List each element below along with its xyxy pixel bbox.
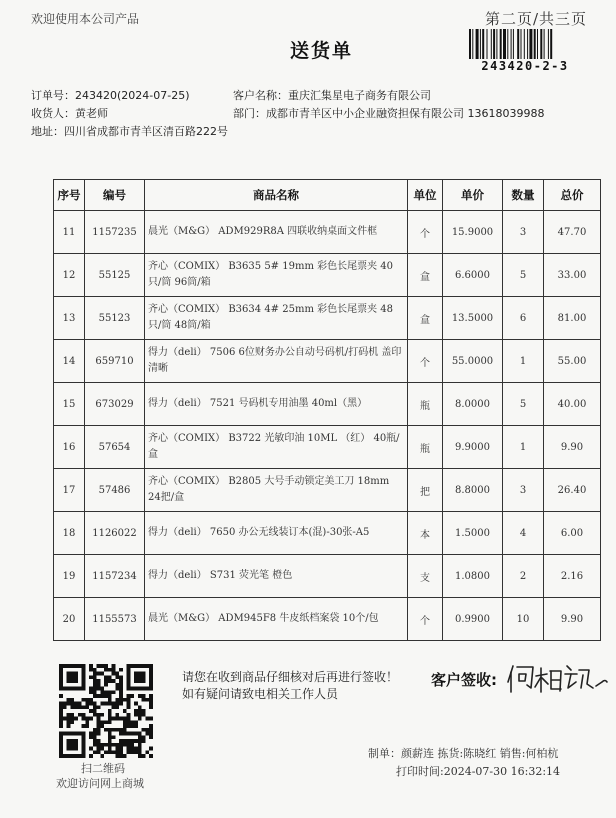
cell-price: 6.6000 (443, 254, 503, 297)
print-time: 打印时间:2024-07-30 16:32:14 (396, 765, 561, 778)
cell-name: 晨光（M&G） ADM929R8A 四联收纳桌面文件框 (145, 211, 408, 254)
items-table (53, 179, 601, 641)
column-header: 商品名称 (145, 180, 408, 211)
cell-total: 55.00 (544, 340, 601, 383)
column-header: 单价 (443, 180, 503, 211)
table-row (54, 211, 601, 254)
cell-total: 2.16 (544, 555, 601, 598)
cell-qty: 1 (503, 340, 544, 383)
cell-qty: 6 (503, 297, 544, 340)
cell-total: 40.00 (544, 383, 601, 426)
cell-unit: 个 (408, 340, 443, 383)
cell-name: 晨光（M&G） ADM945F8 牛皮纸档案袋 10个/包 (145, 598, 408, 641)
cell-name: 齐心（COMIX） B3634 4# 25mm 彩色长尾票夹 48只/筒 48筒/箱 (145, 297, 408, 340)
table-row (54, 512, 601, 555)
page-indicator: 第二页/共三页 (485, 10, 588, 28)
customer-sign-label: 客户签收: (431, 671, 497, 689)
table-row (54, 383, 601, 426)
cell-unit: 盒 (408, 297, 443, 340)
cell-code: 57486 (85, 469, 145, 512)
cell-qty: 10 (503, 598, 544, 641)
cell-name: 齐心（COMIX） B3635 5# 19mm 彩色长尾票夹 40只/筒 96筒/箱 (145, 254, 408, 297)
qr-caption-mall: 欢迎访问网上商城 (56, 777, 144, 790)
cell-no: 11 (54, 211, 85, 254)
cell-name: 得力（deli） 7521 号码机专用油墨 40ml（黑） (145, 383, 408, 426)
table-row (54, 555, 601, 598)
cell-unit: 个 (408, 598, 443, 641)
cell-total: 26.40 (544, 469, 601, 512)
cell-qty: 3 (503, 469, 544, 512)
cell-qty: 2 (503, 555, 544, 598)
cell-code: 659710 (85, 340, 145, 383)
column-header: 总价 (544, 180, 601, 211)
cell-total: 9.90 (544, 598, 601, 641)
cell-total: 33.00 (544, 254, 601, 297)
cell-name: 得力（deli） 7506 6位财务办公自动号码机/打码机 盖印清晰 (145, 340, 408, 383)
welcome-text: 欢迎使用本公司产品 (31, 12, 140, 26)
barcode-number: 243420-2-3 (481, 59, 569, 73)
cell-code: 1126022 (85, 512, 145, 555)
cell-total: 81.00 (544, 297, 601, 340)
cell-no: 17 (54, 469, 85, 512)
cell-qty: 3 (503, 211, 544, 254)
cell-name: 得力（deli） S731 荧光笔 橙色 (145, 555, 408, 598)
cell-name: 齐心（COMIX） B2805 大号手动锁定美工刀 18mm 24把/盒 (145, 469, 408, 512)
cell-price: 0.9900 (443, 598, 503, 641)
cell-price: 8.8000 (443, 469, 503, 512)
table-header-row (54, 180, 601, 211)
address: 地址：四川省成都市青羊区清百路222号 (31, 125, 228, 138)
cell-code: 55123 (85, 297, 145, 340)
cell-qty: 5 (503, 383, 544, 426)
cell-total: 9.90 (544, 426, 601, 469)
table-row (54, 340, 601, 383)
table-row (54, 254, 601, 297)
notice-text: 请您在收到商品仔细核对后再进行签收！如有疑问请致电相关工作人员 (182, 670, 399, 701)
cell-no: 19 (54, 555, 85, 598)
cell-code: 57654 (85, 426, 145, 469)
cell-no: 13 (54, 297, 85, 340)
order-number: 订单号：243420(2024-07-25) (31, 89, 190, 102)
customer-name: 客户名称：重庆汇集星电子商务有限公司 (233, 89, 431, 102)
cell-qty: 4 (503, 512, 544, 555)
receiver: 收货人：黄老师 (31, 107, 108, 120)
cell-code: 1157234 (85, 555, 145, 598)
table-row (54, 469, 601, 512)
cell-no: 12 (54, 254, 85, 297)
cell-price: 55.0000 (443, 340, 503, 383)
cell-total: 47.70 (544, 211, 601, 254)
cell-price: 9.9000 (443, 426, 503, 469)
cell-price: 15.9000 (443, 211, 503, 254)
staff-info: 制单：颜薪连 拣货:陈晓红 销售:何柏杭 (368, 747, 559, 760)
cell-code: 55125 (85, 254, 145, 297)
cell-code: 1155573 (85, 598, 145, 641)
qr-code[interactable] (59, 664, 153, 758)
column-header: 单位 (408, 180, 443, 211)
cell-unit: 瓶 (408, 426, 443, 469)
department: 部门：成都市青羊区中小企业融资担保有限公司 13618039988 (233, 107, 545, 120)
cell-no: 16 (54, 426, 85, 469)
handwritten-signature (505, 658, 610, 698)
cell-no: 14 (54, 340, 85, 383)
cell-unit: 把 (408, 469, 443, 512)
column-header: 编号 (85, 180, 145, 211)
cell-code: 1157235 (85, 211, 145, 254)
cell-no: 15 (54, 383, 85, 426)
cell-name: 齐心（COMIX） B3722 光敏印油 10ML （红） 40瓶/盒 (145, 426, 408, 469)
cell-code: 673029 (85, 383, 145, 426)
column-header: 数量 (503, 180, 544, 211)
barcode (469, 29, 581, 73)
cell-qty: 5 (503, 254, 544, 297)
cell-total: 6.00 (544, 512, 601, 555)
cell-unit: 瓶 (408, 383, 443, 426)
cell-name: 得力（deli） 7650 办公无线装订本(混)-30张-A5 (145, 512, 408, 555)
table-row (54, 426, 601, 469)
cell-price: 1.0800 (443, 555, 503, 598)
cell-price: 8.0000 (443, 383, 503, 426)
cell-no: 20 (54, 598, 85, 641)
cell-unit: 个 (408, 211, 443, 254)
barcode-bars (469, 29, 581, 59)
document-title: 送货单 (290, 40, 354, 62)
table-row (54, 598, 601, 641)
qr-caption: 扫二维码 (81, 762, 125, 775)
column-header: 序号 (54, 180, 85, 211)
cell-qty: 1 (503, 426, 544, 469)
cell-price: 13.5000 (443, 297, 503, 340)
cell-unit: 本 (408, 512, 443, 555)
cell-unit: 支 (408, 555, 443, 598)
table-row (54, 297, 601, 340)
cell-price: 1.5000 (443, 512, 503, 555)
cell-unit: 盒 (408, 254, 443, 297)
cell-no: 18 (54, 512, 85, 555)
